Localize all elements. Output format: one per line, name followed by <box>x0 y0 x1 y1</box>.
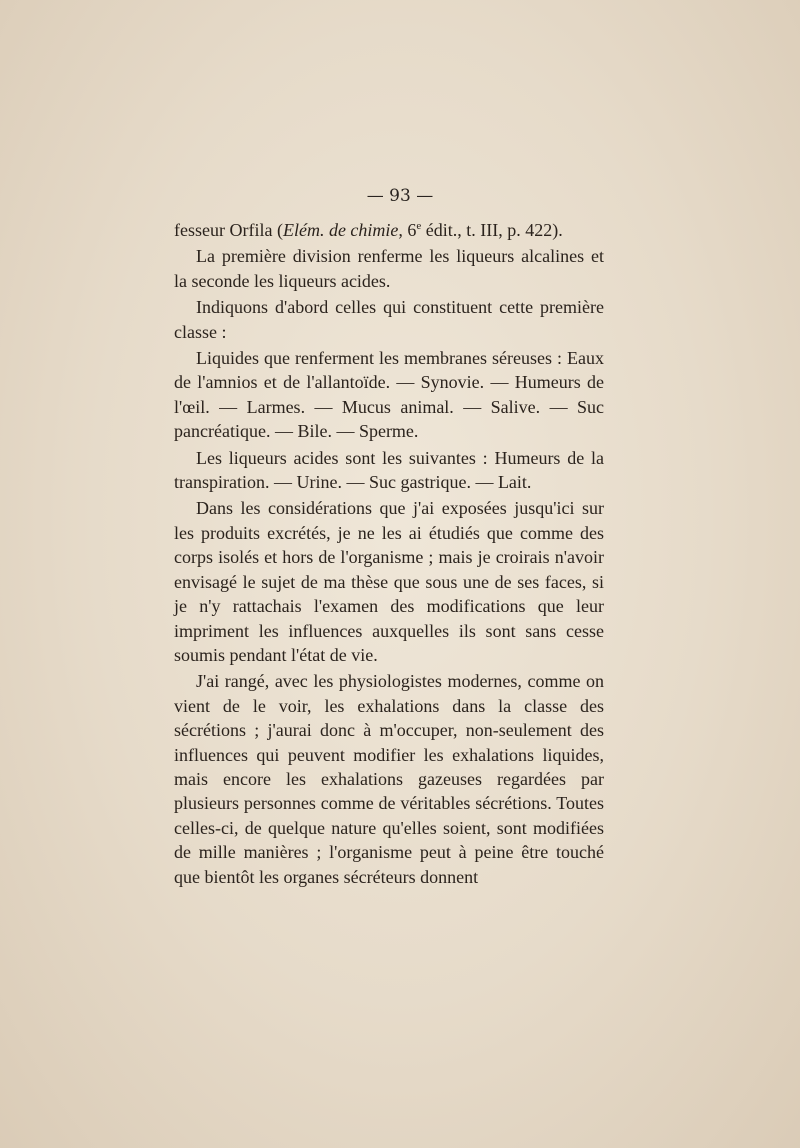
paragraph: La première division renferme les liqueurs alcalines et la seconde les liqueurs acides. <box>174 246 604 291</box>
paragraph: Dans les considérations que j'ai exposées jusqu'ici sur les produits excrétés, je ne les ai étudiés que comme des corps isolés et hors de l'organisme ; mais je croirais n'avoir envisagé le sujet de ma thèse que sous une de ses faces, si je n'y rattachais l'examen des modifications que leur impriment les influences auxquelles ils sont sans cesse soumis pendant l'état de vie. <box>174 498 604 665</box>
page-number: — 93 — <box>366 186 434 206</box>
paragraph: Indiquons d'abord celles qui constituent cette première classe : <box>174 297 604 342</box>
text-run: fesseur Orfila ( <box>174 220 283 240</box>
paragraph: Les liqueurs acides sont les suivantes : Humeurs de la transpiration. — Urine. — Suc gastrique. — Lait. <box>174 447 604 493</box>
text-run: 6 <box>402 220 417 240</box>
body-text <box>174 218 604 891</box>
superscript: e <box>416 220 422 232</box>
text-run: édit., t. III, p. 422). <box>421 220 563 240</box>
paragraph-continuation <box>174 218 604 242</box>
book-title-italic: Elém. de chimie, <box>282 220 403 240</box>
paragraph: J'ai rangé, avec les physiologistes modernes, comme on vient de le voir, les exhalations dans la classe des sécrétions ; j'aurai donc à m'occuper, non-seulement des influences qui peuvent modifier les exhalations liquides, mais encore les exhalations gazeuses regardées par plusieurs personnes comme de véritables sécrétions. Toutes celles-ci, de quelque nature qu'elles soient, sont modifiées de mille manières ; l'organisme peut à peine être touché que bientôt les organes sécréteurs donnent <box>174 671 604 887</box>
paragraph: Liquides que renferment les membranes séreuses : Eaux de l'amnios et de l'allantoïde. — Synovie. — Humeurs de l'œil. — Larmes. — Mucus animal. — Salive. — Suc pancréatique. — Bile. — Sperme. <box>174 348 604 442</box>
